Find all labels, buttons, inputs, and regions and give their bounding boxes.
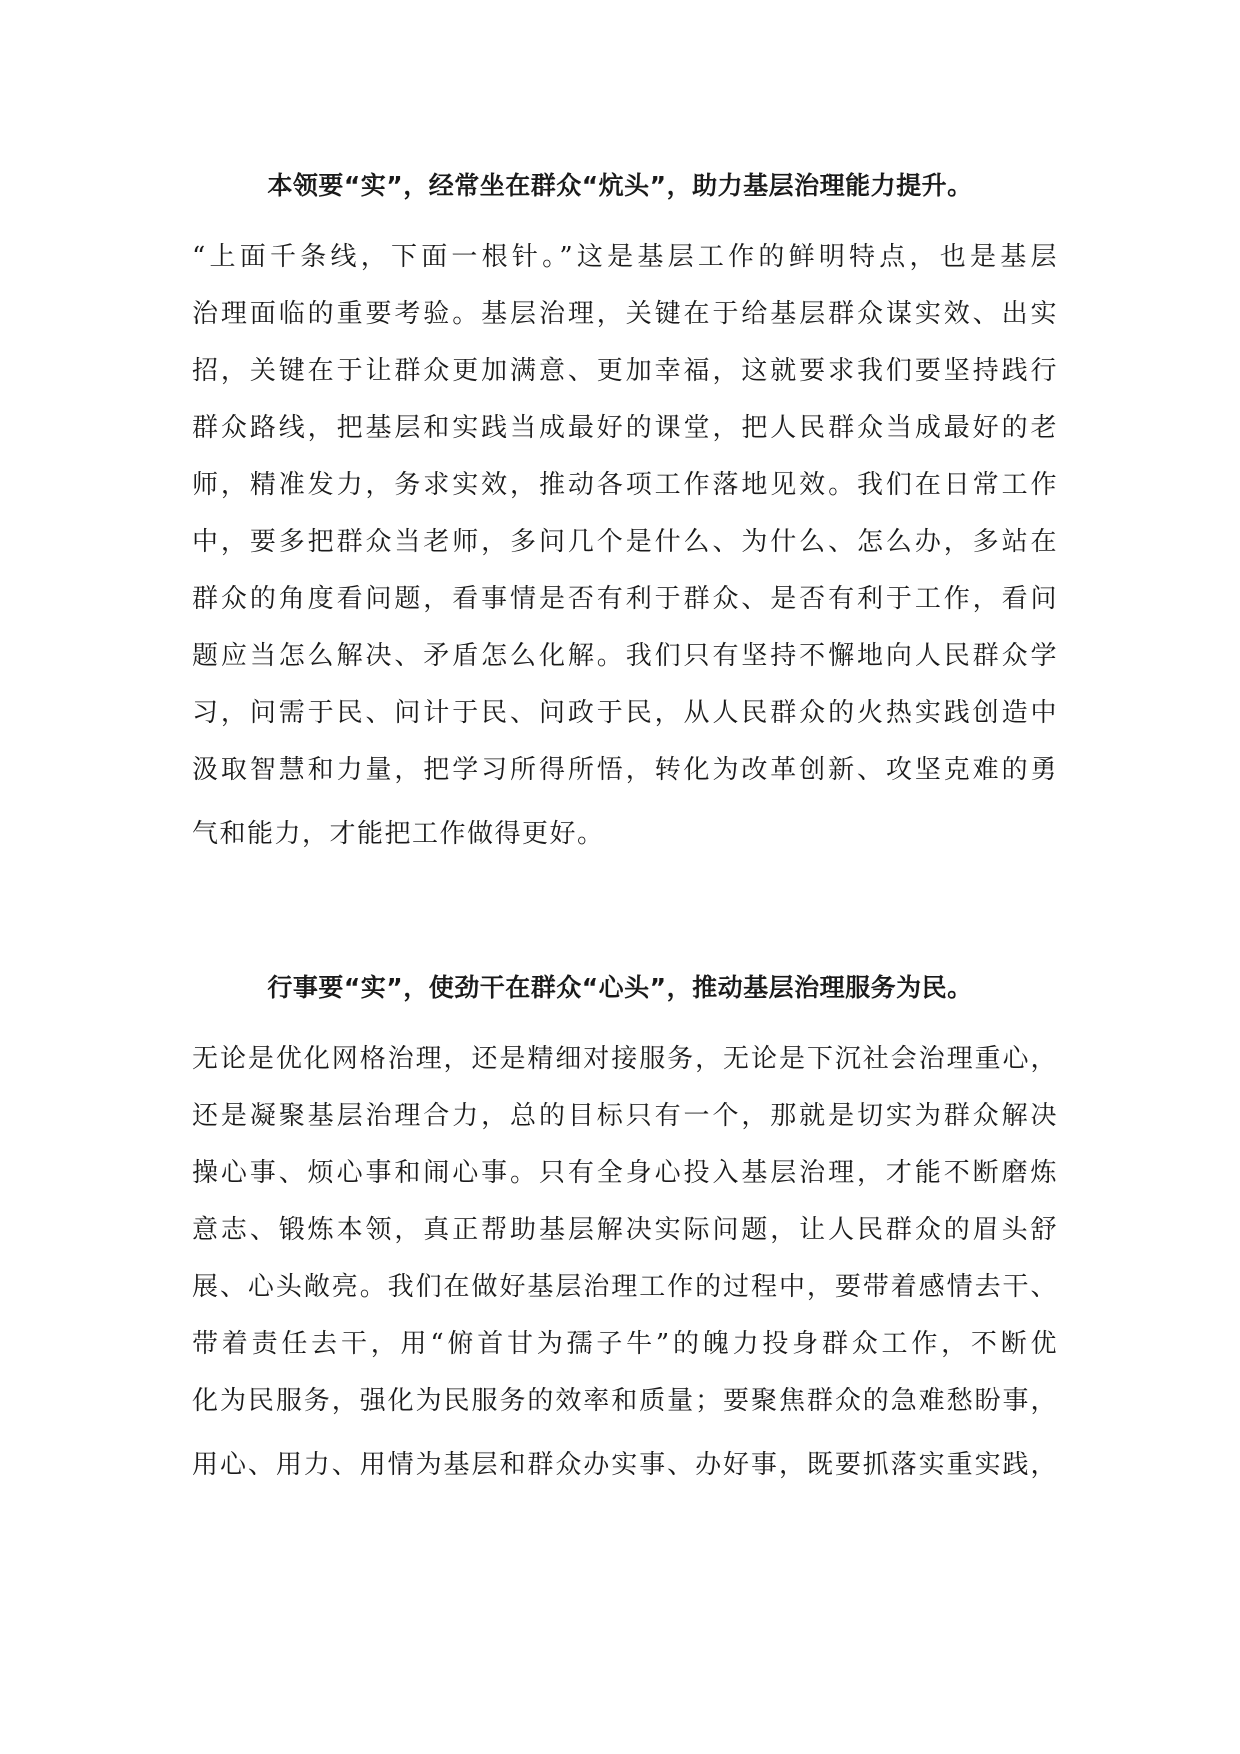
section2-line: 意志、锻炼本领，真正帮助基层解决实际问题，让人民群众的眉头舒 <box>192 1215 1058 1245</box>
section1-line: 师，精准发力，务求实效，推动各项工作落地见效。我们在日常工作 <box>192 470 1058 500</box>
section2-line: 用心、用力、用情为基层和群众办实事、办好事，既要抓落实重实践， <box>192 1450 1058 1480</box>
section2-line: 无论是优化网格治理，还是精细对接服务，无论是下沉社会治理重心， <box>192 1044 1058 1074</box>
section2-line: 操心事、烦心事和闹心事。只有全身心投入基层治理，才能不断磨炼 <box>192 1158 1058 1188</box>
section1-line: 中，要多把群众当老师，多问几个是什么、为什么、怎么办，多站在 <box>192 527 1058 557</box>
section1-line: 题应当怎么解决、矛盾怎么化解。我们只有坚持不懈地向人民群众学 <box>192 641 1058 671</box>
section1-line: 汲取智慧和力量，把学习所得所悟，转化为改革创新、攻坚克难的勇 <box>192 755 1058 785</box>
section1-line: “上面千条线，下面一根针。”这是基层工作的鲜明特点，也是基层 <box>192 242 1058 272</box>
section1-line: 群众路线，把基层和实践当成最好的课堂，把人民群众当成最好的老 <box>192 413 1058 443</box>
section1-line: 治理面临的重要考验。基层治理，关键在于给基层群众谋实效、出实 <box>192 299 1058 329</box>
section1-line: 气和能力，才能把工作做得更好。 <box>192 819 605 849</box>
section1-heading: 本领要“实”，经常坐在群众“炕头”，助力基层治理能力提升。 <box>267 171 973 200</box>
section1-line: 招，关键在于让群众更加满意、更加幸福，这就要求我们要坚持践行 <box>192 356 1058 386</box>
section2-line: 还是凝聚基层治理合力，总的目标只有一个，那就是切实为群众解决 <box>192 1101 1058 1131</box>
section2-heading: 行事要“实”，使劲干在群众“心头”，推动基层治理服务为民。 <box>267 973 973 1002</box>
section2-line: 化为民服务，强化为民服务的效率和质量；要聚焦群众的急难愁盼事， <box>192 1386 1058 1416</box>
section2-line: 展、心头敞亮。我们在做好基层治理工作的过程中，要带着感情去干、 <box>192 1272 1058 1302</box>
section1-line: 习，问需于民、问计于民、问政于民，从人民群众的火热实践创造中 <box>192 698 1058 728</box>
section2-line: 带着责任去干，用“俯首甘为孺子牛”的魄力投身群众工作，不断优 <box>192 1329 1058 1359</box>
section1-line: 群众的角度看问题，看事情是否有利于群众、是否有利于工作，看问 <box>192 584 1058 614</box>
